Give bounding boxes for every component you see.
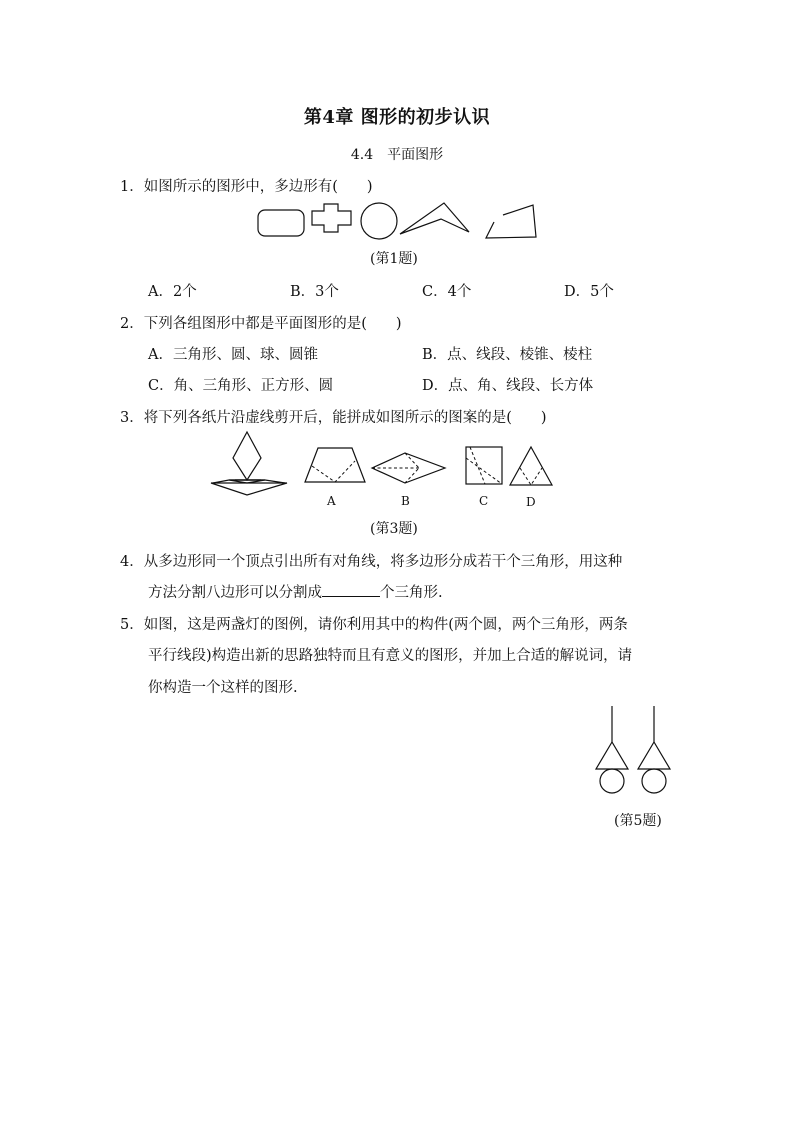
question-2-option-b: B．点、线段、棱锥、棱柱 (422, 347, 593, 363)
option-a-trapezoid-figure (305, 448, 365, 482)
question-4-line-2 (148, 581, 443, 602)
circle-shape (361, 203, 397, 239)
section-heading: 4.4 平面图形 (350, 147, 444, 163)
question-2-text: 2．下列各组图形中都是平面图形的是( ) (120, 316, 402, 332)
open-polygon-shape (486, 205, 536, 238)
question-3-caption: (第3题) (370, 521, 418, 537)
question-1-option-b: B．3个 (290, 284, 339, 300)
question-3-figure (205, 428, 535, 514)
rounded-rectangle-shape (258, 210, 304, 236)
question-5-line-2: 平行线段)构造出新的思路独特而且有意义的图形，并加上合适的解说词，请 (148, 648, 633, 664)
lamp-left (596, 706, 628, 793)
option-d-triangle-figure (510, 447, 552, 485)
option-c-label: C (479, 494, 489, 508)
question-1-option-a: A．2个 (148, 284, 197, 300)
question-4-text-after-blank: 个三角形. (380, 585, 443, 601)
target-pattern-figure (211, 432, 287, 495)
question-3-text: 3．将下列各纸片沿虚线剪开后，能拼成如图所示的图案的是( ) (120, 410, 547, 426)
option-d-label: D (526, 495, 536, 509)
question-1-option-c: C．4个 (422, 284, 472, 300)
option-c-square-figure (466, 447, 502, 484)
arrowhead-quadrilateral-shape (400, 203, 469, 234)
question-1-option-d: D．5个 (564, 284, 614, 300)
question-2-option-c: C．角、三角形、正方形、圆 (148, 378, 334, 394)
question-5-caption: (第5题) (614, 813, 662, 829)
question-1-figure (250, 195, 550, 243)
question-5-line-1: 5．如图，这是两盏灯的图例，请你利用其中的构件(两个圆，两个三角形，两条 (120, 617, 628, 633)
cross-shape (312, 204, 351, 232)
page-title: 第4章 图形的初步认识 (303, 107, 491, 128)
question-4-text-before-blank: 方法分割八边形可以分割成 (148, 585, 322, 601)
option-a-label: A (327, 494, 336, 508)
question-5-lamp-figure (590, 704, 680, 800)
question-2-option-d: D．点、角、线段、长方体 (422, 378, 594, 394)
lamp-right (638, 706, 670, 793)
option-b-rhombus-figure (372, 453, 445, 483)
option-b-label: B (401, 494, 410, 508)
question-1-text: 1．如图所示的图形中，多边形有( ) (120, 179, 373, 195)
question-4-line-1: 4．从多边形同一个顶点引出所有对角线，将多边形分成若干个三角形，用这种 (120, 554, 623, 570)
answer-blank[interactable] (322, 582, 380, 597)
question-1-caption: (第1题) (370, 251, 418, 267)
question-2-option-a: A．三角形、圆、球、圆锥 (148, 347, 318, 363)
question-5-line-3: 你构造一个这样的图形. (148, 680, 298, 696)
